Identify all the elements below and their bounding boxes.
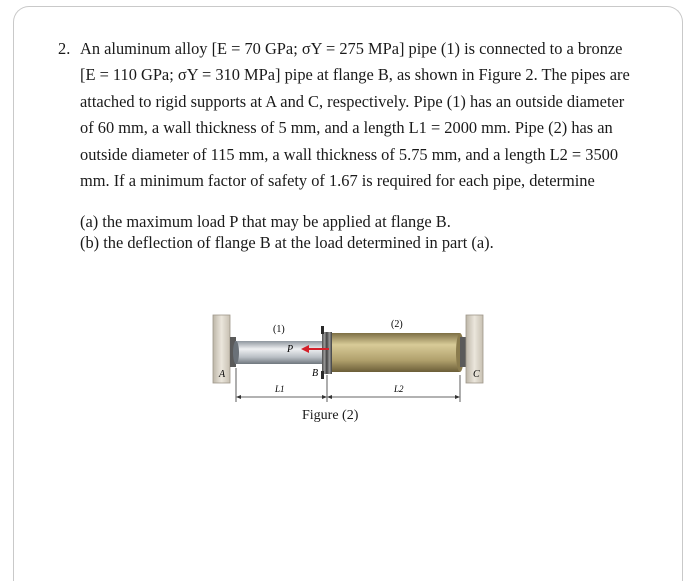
figure-caption: Figure (2)	[302, 408, 359, 423]
label-l1: L1	[275, 384, 285, 394]
label-a: A	[219, 369, 226, 380]
problem-body	[80, 36, 670, 194]
dim-l1-arrow-right	[322, 395, 327, 399]
label-p: P	[287, 344, 294, 355]
label-pipe-1: (1)	[273, 324, 285, 335]
problem-line: of 60 mm, a wall thickness of 5 mm, and a length L1 = 2000 mm. Pipe (2) has an	[80, 118, 613, 138]
bronze-pipe-2	[332, 333, 460, 372]
problem-line: attached to rigid supports at A and C, respectively. Pipe (1) has an outside diameter	[80, 91, 625, 111]
support-c-mount	[460, 337, 466, 367]
flange-bolt-bottom	[321, 371, 324, 379]
problem-line: mm. If a minimum factor of safety of 1.67 is required for each pipe, determine	[80, 171, 595, 191]
problem-number: 2.	[58, 39, 71, 58]
flange-b-left	[322, 332, 327, 374]
dim-l1-arrow-left	[236, 395, 241, 399]
dim-l2-arrow-left	[327, 395, 332, 399]
label-c: C	[473, 369, 480, 380]
problem-parts	[80, 211, 494, 253]
dim-l2-arrow-right	[455, 395, 460, 399]
part-b: (b) the deflection of flange B at the load determined in part (a).	[80, 233, 494, 252]
label-pipe-2: (2)	[391, 319, 403, 330]
problem-line: outside diameter of 115 mm, a wall thickness of 5.75 mm, and a length L2 = 3500	[80, 144, 619, 164]
aluminum-pipe-1	[235, 341, 325, 364]
flange-b-right	[327, 332, 332, 374]
problem-line: [E = 110 GPa; σY = 310 MPa] pipe at flange B, as shown in Figure 2. The pipes are	[80, 65, 630, 85]
problem-line: An aluminum alloy [E = 70 GPa; σY = 275 MPa] pipe (1) is connected to a bronze	[80, 39, 623, 58]
label-l2: L2	[394, 384, 404, 394]
flange-bolt-top	[321, 326, 324, 334]
part-a: (a) the maximum load P that may be applied at flange B.	[80, 212, 451, 231]
label-b: B	[312, 368, 319, 379]
pipe-1-end	[233, 341, 239, 364]
